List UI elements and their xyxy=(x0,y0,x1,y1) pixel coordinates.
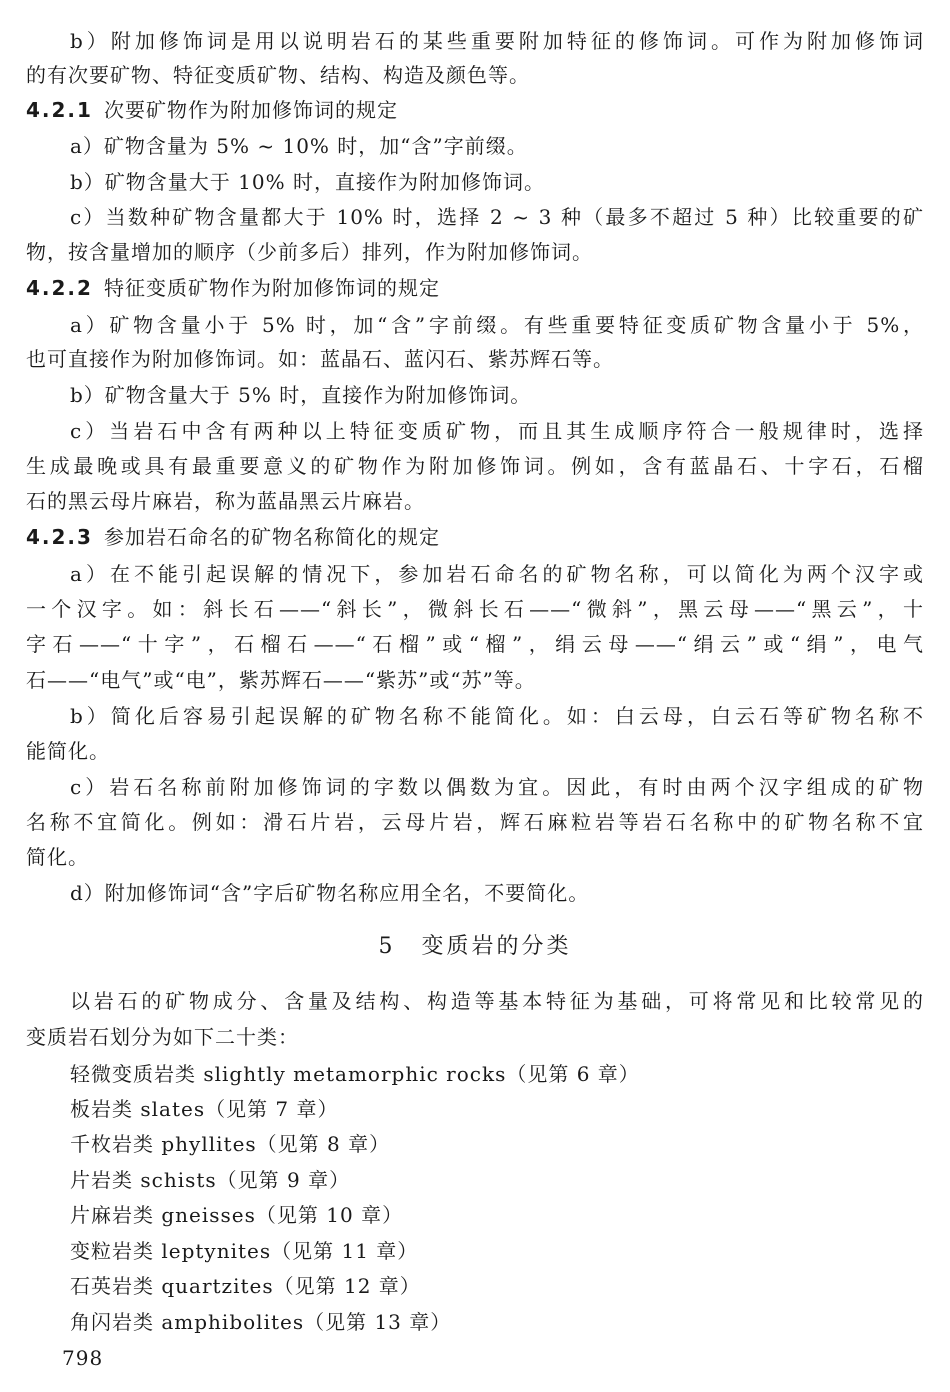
list-item-line: 生成最晚或具有最重要意义的矿物作为附加修饰词。例如，含有蓝晶石、十字石，石榴 xyxy=(26,454,924,478)
list-item: 板岩类 slates（见第 7 章） xyxy=(70,1097,339,1121)
list-item: 角闪岩类 amphibolites（见第 13 章） xyxy=(70,1310,452,1334)
list-item: 片麻岩类 gneisses（见第 10 章） xyxy=(70,1203,404,1227)
list-item-line: a）矿物含量为 5% ~ 10% 时，加“含”字前缀。 xyxy=(70,134,528,158)
list-item-line: 字石——“十字”，石榴石——“石榴”或“榴”，绢云母——“绢云”或“绢”，电气 xyxy=(26,632,924,656)
list-item-line: 一个汉字。如：斜长石——“斜长”，微斜长石——“微斜”，黑云母——“黑云”，十 xyxy=(26,597,924,621)
list-item: 片岩类 schists（见第 9 章） xyxy=(70,1168,351,1192)
list-item-line: b）矿物含量大于 5% 时，直接作为附加修饰词。 xyxy=(70,383,532,407)
list-item: 变粒岩类 leptynites（见第 11 章） xyxy=(70,1239,419,1263)
paragraph-line: 以岩石的矿物成分、含量及结构、构造等基本特征为基础，可将常见和比较常见的 xyxy=(70,989,924,1013)
paragraph-line: 的有次要矿物、特征变质矿物、结构、构造及颜色等。 xyxy=(26,63,530,87)
section-title: 特征变质矿物作为附加修饰词的规定 xyxy=(104,276,440,300)
section-number: 4.2.1 xyxy=(26,98,93,122)
section-title: 次要矿物作为附加修饰词的规定 xyxy=(104,98,398,122)
section-heading-4-2-1 xyxy=(26,95,924,125)
paragraph-line: b）附加修饰词是用以说明岩石的某些重要附加特征的修饰词。可作为附加修饰词 xyxy=(70,29,924,53)
section-heading-4-2-3 xyxy=(26,522,924,552)
list-item-line: 也可直接作为附加修饰词。如：蓝晶石、蓝闪石、紫苏辉石等。 xyxy=(26,347,614,371)
section-heading-4-2-2 xyxy=(26,273,924,303)
list-item-line: 简化。 xyxy=(26,845,89,869)
list-item: 千枚岩类 phyllites（见第 8 章） xyxy=(70,1132,391,1156)
list-item-line: 能简化。 xyxy=(26,739,110,763)
section-title: 参加岩石命名的矿物名称简化的规定 xyxy=(104,525,440,549)
list-item-line: a）矿物含量小于 5% 时，加“含”字前缀。有些重要特征变质矿物含量小于 5%， xyxy=(70,313,924,337)
list-item: 轻微变质岩类 slightly metamorphic rocks（见第 6 章） xyxy=(70,1062,640,1086)
section-number: 4.2.2 xyxy=(26,276,93,300)
list-item-line: c）岩石名称前附加修饰词的字数以偶数为宜。因此，有时由两个汉字组成的矿物 xyxy=(70,775,924,799)
chapter-title: 变质岩的分类 xyxy=(421,934,572,959)
list-item-line: c）当数种矿物含量都大于 10% 时，选择 2 ~ 3 种（最多不超过 5 种）比较重要的矿 xyxy=(70,205,924,229)
list-item-line: 物，按含量增加的顺序（少前多后）排列，作为附加修饰词。 xyxy=(26,240,593,264)
list-item: 石英岩类 quartzites（见第 12 章） xyxy=(70,1274,421,1298)
list-item-line: b）矿物含量大于 10% 时，直接作为附加修饰词。 xyxy=(70,170,545,194)
list-item-line: 石——“电气”或“电”，紫苏辉石——“紫苏”或“苏”等。 xyxy=(26,668,536,692)
list-item-line: b）简化后容易引起误解的矿物名称不能简化。如：白云母，白云石等矿物名称不 xyxy=(70,704,924,728)
list-item-line: c）当岩石中含有两种以上特征变质矿物，而且其生成顺序符合一般规律时，选择 xyxy=(70,419,924,443)
chapter-heading xyxy=(0,930,950,964)
chapter-number: 5 xyxy=(378,934,396,959)
paragraph-line: 变质岩石划分为如下二十类： xyxy=(26,1025,299,1049)
list-item-line: 石的黑云母片麻岩，称为蓝晶黑云片麻岩。 xyxy=(26,489,425,513)
list-item-line: 名称不宜简化。例如：滑石片岩，云母片岩，辉石麻粒岩等岩石名称中的矿物名称不宜 xyxy=(26,810,924,834)
list-item-line: d）附加修饰词“含”字后矿物名称应用全名，不要简化。 xyxy=(70,881,590,905)
page-number: 798 xyxy=(62,1346,104,1370)
section-number: 4.2.3 xyxy=(26,525,93,549)
list-item-line: a）在不能引起误解的情况下，参加岩石命名的矿物名称，可以简化为两个汉字或 xyxy=(70,562,924,586)
